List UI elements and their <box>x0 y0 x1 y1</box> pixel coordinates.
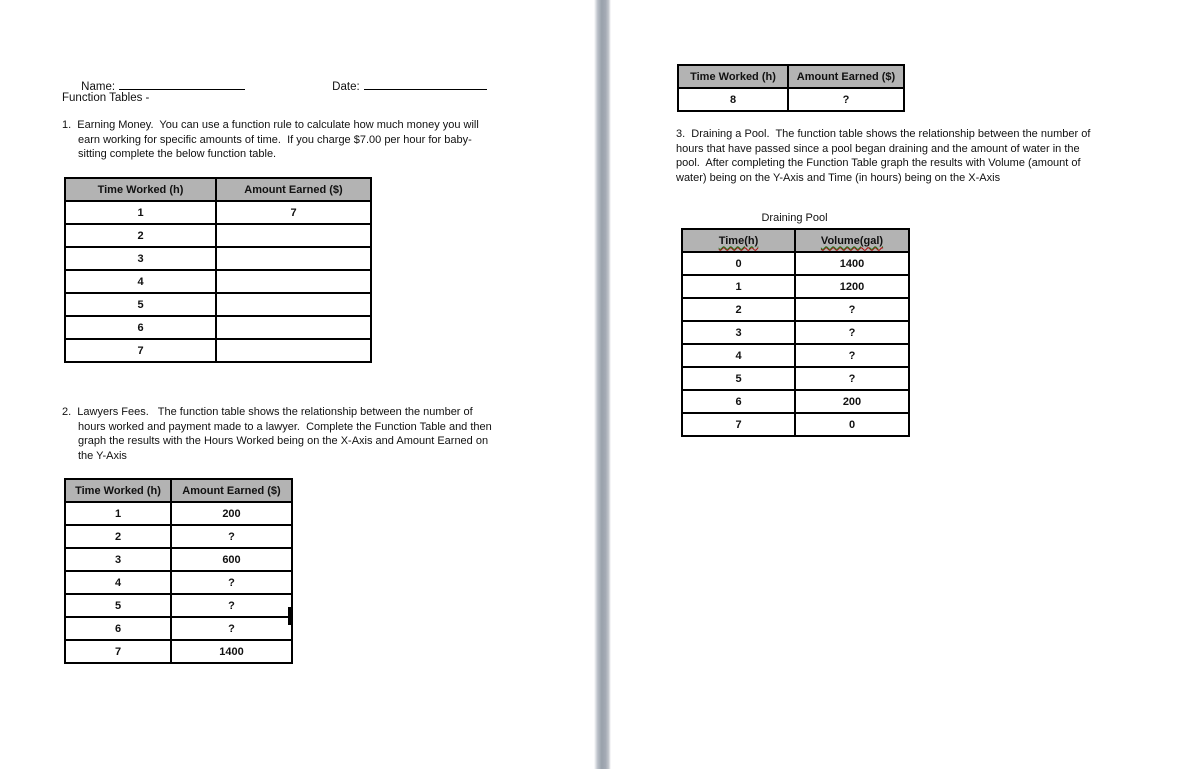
amount-cell[interactable]: ? <box>788 88 904 111</box>
table-row <box>65 224 371 247</box>
amount-cell[interactable] <box>216 339 371 362</box>
amount-cell[interactable]: ? <box>171 594 292 617</box>
amount-cell[interactable]: ? <box>171 617 292 640</box>
date-row <box>313 63 487 108</box>
problem1-line: 1. Earning Money. You can use a function rule to calculate how much money you will <box>62 119 479 131</box>
volume-cell[interactable]: ? <box>795 344 909 367</box>
amount-cell[interactable]: 1400 <box>171 640 292 663</box>
col-header-volume <box>795 229 909 252</box>
time-cell[interactable]: 1 <box>65 201 216 224</box>
volume-cell[interactable]: 200 <box>795 390 909 413</box>
table-header-row <box>65 479 292 502</box>
spellcheck-squiggle: Time(h) <box>718 234 759 247</box>
volume-cell[interactable]: ? <box>795 367 909 390</box>
table-row <box>65 525 292 548</box>
table-row <box>682 367 909 390</box>
amount-cell[interactable]: 7 <box>216 201 371 224</box>
time-cell[interactable]: 3 <box>682 321 795 344</box>
table-row <box>682 321 909 344</box>
time-cell[interactable]: 5 <box>682 367 795 390</box>
table-row <box>682 413 909 436</box>
problem3-line: pool. After completing the Function Table graph the results with Volume (amount of <box>676 157 1081 169</box>
problem2-line: 2. Lawyers Fees. The function table shows the relationship between the number of <box>62 406 473 418</box>
table-row <box>682 298 909 321</box>
table-row <box>682 275 909 298</box>
table-header-row <box>682 229 909 252</box>
time-cell[interactable]: 7 <box>65 640 171 663</box>
text-caret[interactable] <box>288 607 293 625</box>
draining-pool-table <box>681 228 910 437</box>
time-cell[interactable]: 5 <box>65 293 216 316</box>
col-header-amount: Amount Earned ($) <box>216 178 371 201</box>
table-row <box>65 548 292 571</box>
table-row <box>65 502 292 525</box>
time-cell[interactable]: 4 <box>65 270 216 293</box>
time-cell[interactable]: 3 <box>65 247 216 270</box>
problem3-line: hours that have passed since a pool began draining and the amount of water in the <box>676 142 1080 155</box>
table-row <box>65 293 371 316</box>
col-header-amount: Amount Earned ($) <box>171 479 292 502</box>
volume-cell[interactable]: 1200 <box>795 275 909 298</box>
date-label: Date: <box>332 81 360 93</box>
problem2-line: the Y-Axis <box>78 449 127 462</box>
time-cell[interactable]: 1 <box>65 502 171 525</box>
volume-cell[interactable]: ? <box>795 321 909 344</box>
amount-cell[interactable] <box>216 293 371 316</box>
worksheet-title: Function Tables - <box>62 92 150 104</box>
amount-cell[interactable] <box>216 316 371 339</box>
time-cell[interactable]: 2 <box>65 224 216 247</box>
volume-cell[interactable]: ? <box>795 298 909 321</box>
table-row <box>65 594 292 617</box>
col-header-time: Time Worked (h) <box>65 479 171 502</box>
time-cell[interactable]: 4 <box>65 571 171 594</box>
earning-money-overflow-table <box>677 64 905 112</box>
page-separator-bar <box>594 0 611 769</box>
volume-cell[interactable]: 1400 <box>795 252 909 275</box>
time-cell[interactable]: 5 <box>65 594 171 617</box>
time-cell[interactable]: 4 <box>682 344 795 367</box>
problem2-text <box>62 405 492 463</box>
amount-cell[interactable]: 600 <box>171 548 292 571</box>
table-header-row <box>65 178 371 201</box>
col-header-time: Time Worked (h) <box>678 65 788 88</box>
name-label: Name: <box>81 81 116 93</box>
lawyers-fees-table <box>64 478 293 664</box>
amount-cell[interactable]: ? <box>171 525 292 548</box>
table-row <box>65 339 371 362</box>
problem1-line: sitting complete the below function table. <box>78 148 277 160</box>
time-cell[interactable]: 3 <box>65 548 171 571</box>
col-header-amount: Amount Earned ($) <box>788 65 904 88</box>
name-field-blank[interactable] <box>119 77 245 90</box>
time-cell[interactable]: 7 <box>682 413 795 436</box>
table-row <box>678 88 904 111</box>
time-cell[interactable]: 6 <box>682 390 795 413</box>
table-row <box>682 344 909 367</box>
table-row <box>65 640 292 663</box>
amount-cell[interactable] <box>216 247 371 270</box>
time-cell[interactable]: 0 <box>682 252 795 275</box>
table-row <box>65 617 292 640</box>
table-row <box>682 252 909 275</box>
table-row <box>65 571 292 594</box>
amount-cell[interactable] <box>216 270 371 293</box>
time-cell[interactable]: 2 <box>682 298 795 321</box>
col-header-time: Time Worked (h) <box>65 178 216 201</box>
table-row <box>65 201 371 224</box>
spellcheck-squiggle: Volume(gal) <box>820 234 884 247</box>
pool-table-caption: Draining Pool <box>761 212 828 224</box>
table-row <box>65 316 371 339</box>
problem3-text <box>676 127 1090 185</box>
earning-money-table <box>64 177 372 363</box>
problem3-line: water) being on the Y-Axis and Time (in hours) being on the X-Axis <box>676 171 1001 184</box>
problem1-text <box>62 118 479 162</box>
date-field-blank[interactable] <box>364 77 487 90</box>
time-cell[interactable]: 2 <box>65 525 171 548</box>
table-row <box>65 247 371 270</box>
time-cell[interactable]: 1 <box>682 275 795 298</box>
col-header-time <box>682 229 795 252</box>
problem3-line: 3. Draining a Pool. The function table shows the relationship between the number of <box>676 128 1091 140</box>
time-cell[interactable]: 8 <box>678 88 788 111</box>
time-cell[interactable]: 6 <box>65 316 216 339</box>
table-row <box>682 390 909 413</box>
amount-cell[interactable] <box>216 224 371 247</box>
table-row <box>65 270 371 293</box>
problem2-line: hours worked and payment made to a lawyer. Complete the Function Table and then <box>78 420 492 433</box>
table-header-row <box>678 65 904 88</box>
time-cell[interactable]: 7 <box>65 339 216 362</box>
problem1-line: earn working for specific amounts of time. If you charge $7.00 per hour for baby- <box>78 133 472 146</box>
time-cell[interactable]: 6 <box>65 617 171 640</box>
volume-cell[interactable]: 0 <box>795 413 909 436</box>
amount-cell[interactable]: 200 <box>171 502 292 525</box>
amount-cell[interactable]: ? <box>171 571 292 594</box>
problem2-line: graph the results with the Hours Worked being on the X-Axis and Amount Earned on <box>78 435 489 447</box>
